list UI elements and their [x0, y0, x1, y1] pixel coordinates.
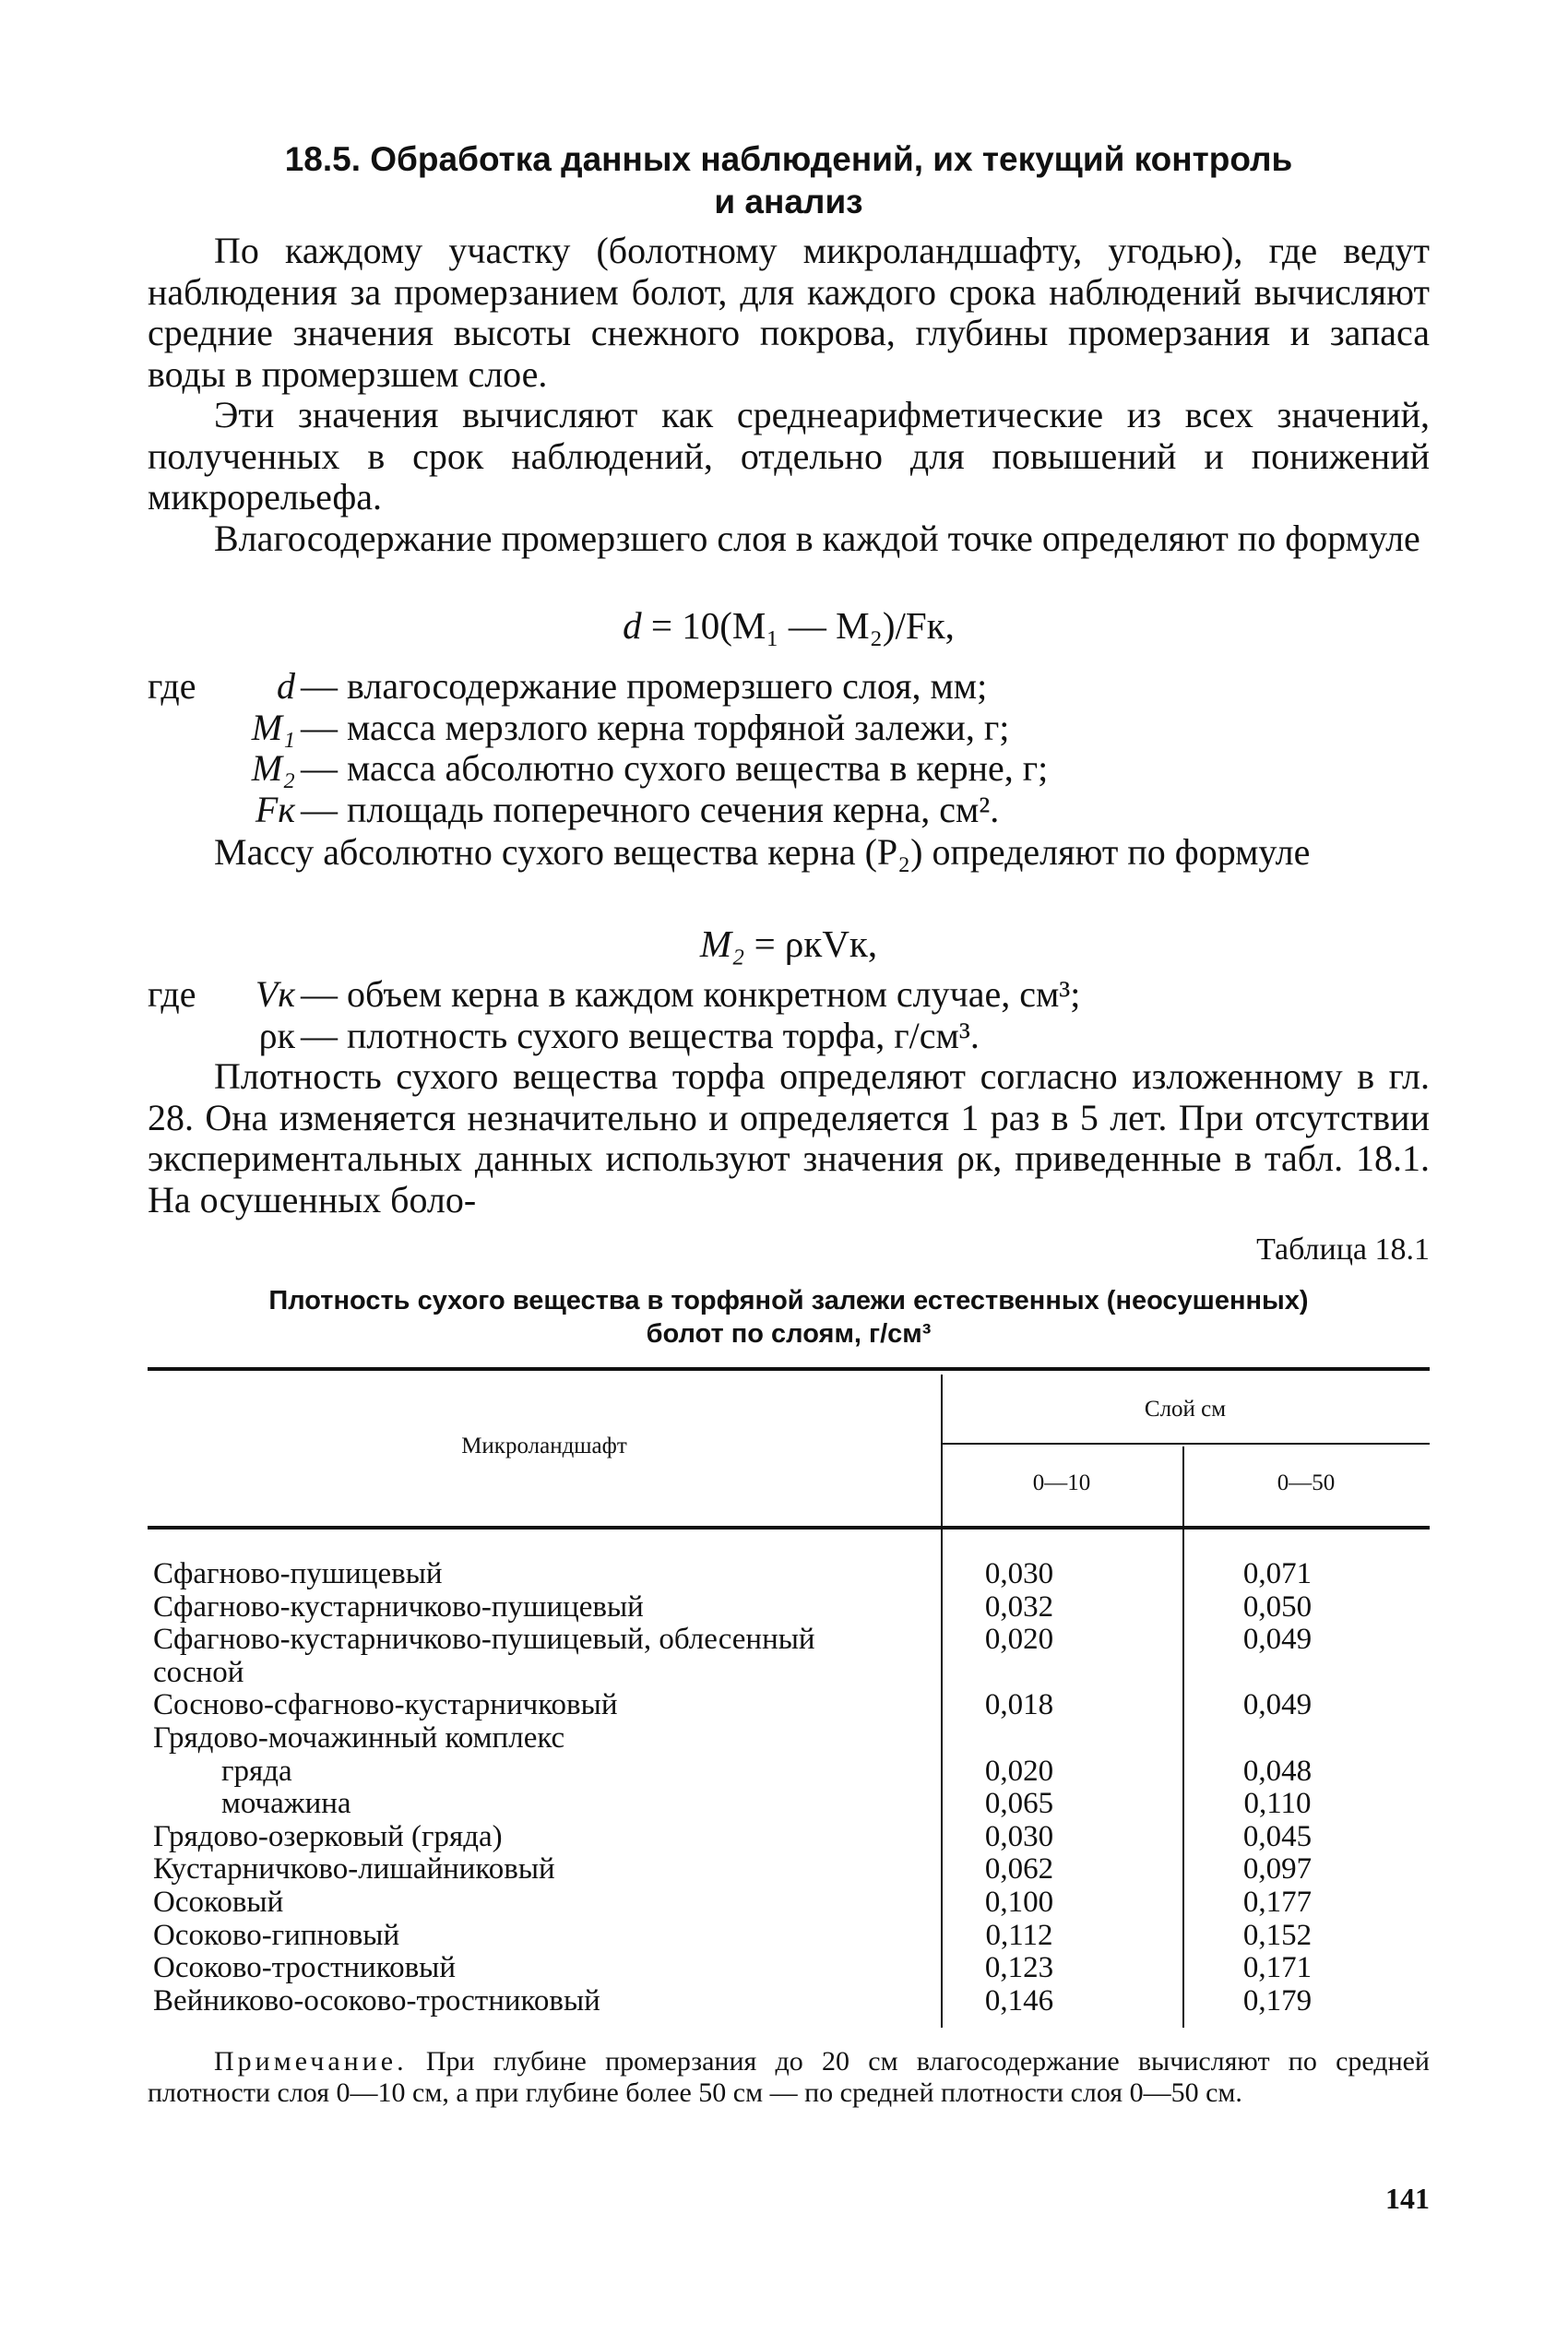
table-note	[148, 2046, 1430, 2109]
section-heading	[148, 138, 1430, 223]
row-value-0-10: 0,112	[985, 1918, 1053, 1952]
table-body	[148, 1558, 1430, 2018]
row-value-0-10: 0,146	[984, 1983, 1054, 2018]
formula-dry-mass-lhs: M₂	[699, 922, 745, 965]
definition-text: — масса мерзлого керна торфяной залежи, г;	[301, 706, 1010, 748]
definition-text: — объем керна в каждом конкретном случае, см³;	[301, 973, 1081, 1015]
header-layer-0-10: 0—10	[1032, 1470, 1091, 1495]
where-word: где	[148, 973, 196, 1015]
row-name: гряда	[221, 1754, 292, 1788]
row-value-0-10: 0,020	[984, 1754, 1054, 1788]
definition-symbol: Fк	[255, 788, 295, 830]
definition-row	[148, 666, 1430, 708]
formula-moisture-rhs: = 10(M₁ — M₂)/Fк,	[650, 604, 955, 647]
row-name: Кустарничково-лишайниковый	[153, 1852, 555, 1887]
table-row	[148, 1821, 1430, 1854]
row-value-0-10: 0,100	[984, 1885, 1054, 1919]
row-value-0-50: 0,050	[1242, 1589, 1313, 1624]
row-value-0-50: 0,049	[1242, 1623, 1313, 1657]
paragraph-4: Массу абсолютно сухого вещества керна (P₂) определяют по формуле	[214, 831, 1311, 873]
header-layer-group: Слой см	[1144, 1397, 1227, 1422]
formula-moisture-lhs: d	[623, 604, 642, 647]
row-value-0-50: 0,177	[1242, 1885, 1313, 1919]
definition-symbol: M₂	[251, 747, 295, 789]
row-value-0-50: 0,048	[1242, 1754, 1313, 1788]
density-table	[148, 1367, 1430, 2031]
row-value-0-50: 0,171	[1242, 1951, 1313, 1985]
row-name: Вейниково-осоково-тростниковый	[153, 1983, 600, 2018]
table-top-rule	[148, 1367, 1430, 1371]
row-value-0-10: 0,030	[984, 1557, 1054, 1590]
row-value-0-50: 0,110	[1243, 1787, 1312, 1821]
row-value-0-50: 0,097	[1242, 1852, 1313, 1887]
table-header-rule	[148, 1526, 1430, 1530]
table-row	[148, 1591, 1430, 1625]
paragraph-3: Влагосодержание промерзшего слоя в каждой точке определяют по формуле	[214, 518, 1420, 559]
section-heading-line1: 18.5. Обработка данных наблюдений, их текущий контроль	[284, 140, 1293, 178]
row-value-0-10	[913, 1722, 1125, 1756]
row-value-0-10: 0,032	[984, 1589, 1054, 1624]
table-row	[148, 1887, 1430, 1920]
definition-symbol: M₁	[251, 706, 295, 748]
definition-row	[148, 708, 1430, 749]
table-row	[148, 1558, 1430, 1591]
row-value-0-10: 0,062	[984, 1852, 1054, 1887]
header-layer-0-50: 0—50	[1277, 1470, 1336, 1495]
row-value-0-50: 0,071	[1242, 1557, 1313, 1590]
table-row	[148, 1722, 1430, 1756]
row-name: Сфагново-кустарничково-пушицевый	[153, 1589, 644, 1624]
row-name	[148, 1624, 913, 1689]
definitions-moisture	[148, 666, 1430, 830]
note-text: При глубине промерзания до 20 см влагосодержание вычисляют по средней плотности слоя 0—10 см, а при глубине более 50 см — по средней плотности слоя 0—50 см.	[148, 2046, 1430, 2108]
definition-text: — влагосодержание промерзшего слоя, мм;	[301, 665, 988, 707]
section-heading-line2: и анализ	[714, 183, 863, 220]
table-row	[148, 1624, 1430, 1689]
row-value-0-50: 0,179	[1242, 1983, 1313, 2018]
definition-row	[148, 974, 1430, 1016]
definition-text: — масса абсолютно сухого вещества в керне, г;	[301, 747, 1049, 789]
page-number: 141	[1385, 2182, 1430, 2215]
row-name: Осоково-гипновый	[153, 1918, 400, 1952]
row-value-0-10: 0,123	[984, 1951, 1054, 1985]
table-row	[148, 1985, 1430, 2018]
row-name-line1: Сфагново-кустарничково-пушицевый, облесенный	[153, 1623, 815, 1657]
table-row	[148, 1788, 1430, 1821]
paragraph-1: По каждому участку (болотному микроландшафту, угодью), где ведут наблюдения за промерзанием болот, для каждого срока наблюдений вычисляют средние значения высоты снежного покрова, глубины промерзания и запаса воды в промерзшем слое.	[148, 230, 1430, 395]
note-label: Примечание.	[214, 2046, 408, 2077]
table-row	[148, 1920, 1430, 1953]
definition-row	[148, 790, 1430, 831]
paragraph-2: Эти значения вычисляют как среднеарифметические из всех значений, полученных в срок наблюдений, отдельно для повышений и понижений микрорельефа.	[148, 394, 1430, 518]
formula-dry-mass	[148, 922, 1430, 965]
table-caption-line2: болот по слоям, г/см³	[646, 1319, 932, 1349]
row-name: Осоковый	[153, 1885, 284, 1919]
formula-dry-mass-rhs: = ρкVк,	[754, 922, 878, 965]
definition-row	[148, 748, 1430, 790]
table-row	[148, 1952, 1430, 1985]
definition-text: — площадь поперечного сечения керна, см².	[301, 788, 1000, 830]
where-word: где	[148, 665, 196, 707]
table-caption	[148, 1284, 1430, 1351]
definition-symbol: Vк	[255, 973, 295, 1015]
formula-moisture	[148, 604, 1430, 647]
row-value-0-50	[1125, 1722, 1430, 1756]
definition-row	[148, 1016, 1430, 1057]
table-row	[148, 1689, 1430, 1722]
row-name: Осоково-тростниковый	[153, 1951, 456, 1985]
paragraph-5: Плотность сухого вещества торфа определяют согласно изложенному в гл. 28. Она изменяется незначительно и определяется 1 раз в 5 лет. При отсутствии экспериментальных данных используют значения ρк, приведенные в табл. 18.1. На осушенных боло-	[148, 1055, 1430, 1220]
row-value-0-50: 0,152	[1242, 1918, 1313, 1952]
definition-symbol: d	[277, 665, 295, 707]
table-group-rule	[941, 1443, 1430, 1445]
row-name: мочажина	[221, 1787, 351, 1821]
row-name: Грядово-озерковый (гряда)	[153, 1819, 503, 1853]
row-name: Сфагново-пушицевый	[153, 1557, 443, 1590]
table-label: Таблица 18.1	[1256, 1232, 1430, 1267]
row-name: Грядово-мочажинный комплекс	[153, 1720, 565, 1755]
definition-symbol: ρк	[258, 1014, 295, 1056]
table-row	[148, 1853, 1430, 1887]
row-value-0-50: 0,049	[1242, 1688, 1313, 1722]
header-microlandscape: Микроландшафт	[461, 1434, 627, 1458]
table-row	[148, 1756, 1430, 1789]
row-value-0-10: 0,030	[984, 1819, 1054, 1853]
row-value-0-50: 0,045	[1242, 1819, 1313, 1853]
row-name: Сосново-сфагново-кустарничковый	[153, 1688, 618, 1722]
row-value-0-10: 0,020	[984, 1623, 1054, 1657]
table-caption-line1: Плотность сухого вещества в торфяной залежи естественных (неосушенных)	[268, 1286, 1309, 1315]
definition-text: — плотность сухого вещества торфа, г/см³.	[301, 1014, 980, 1056]
row-value-0-10: 0,065	[984, 1787, 1054, 1821]
row-name-line2: сосной	[153, 1655, 244, 1689]
definitions-dry-mass	[148, 974, 1430, 1056]
row-value-0-10: 0,018	[984, 1688, 1054, 1722]
